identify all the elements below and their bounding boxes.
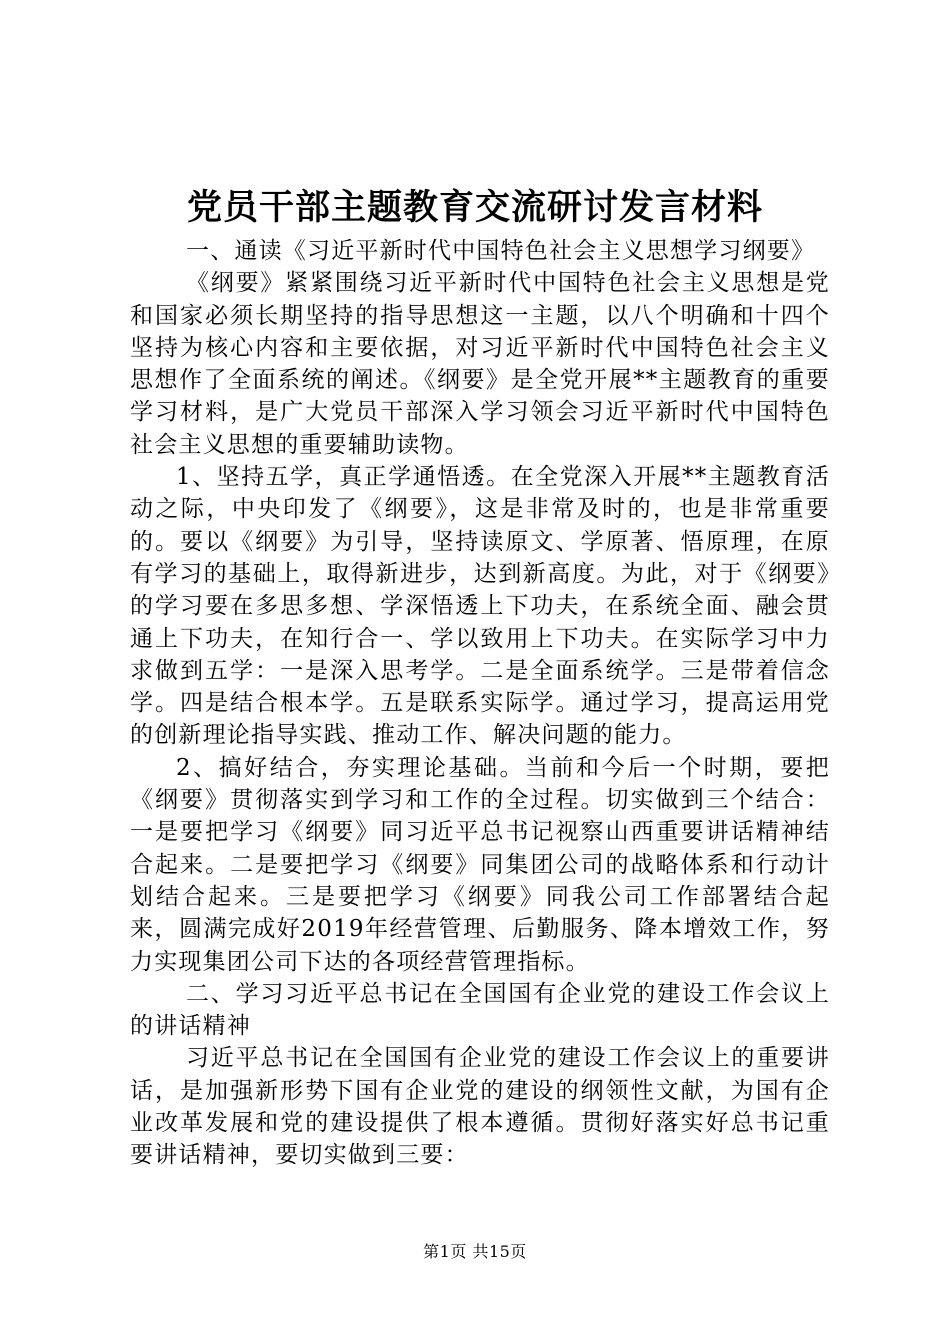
document-body — [130, 235, 830, 1172]
paragraph-speech: 习近平总书记在全国国有企业党的建设工作会议上的重要讲话，是加强新形势下国有企业党的建设的纲领性文献，为国有企业改革发展和党的建设提供了根本遵循。贯彻好落实好总书记重要讲话精神，要切实做到三要： — [130, 1045, 830, 1169]
section-heading-2: 二、学习习近平总书记在全国国有企业党的建设工作会议上的讲话精神 — [130, 980, 830, 1040]
page-number-footer: 第1页 共15页 — [423, 1242, 527, 1261]
paragraph-intro: 《纲要》紧紧围绕习近平新时代中国特色社会主义思想是党和国家必须长期坚持的指导思想这一主题，以八个明确和十四个坚持为核心内容和主要依据，对习近平新时代中国特色社会主义思想作了全面系统的阐述。《纲要》是全党开展**主题教育的重要学习材料，是广大党员干部深入学习领会习近平新时代中国特色社会主义思想的重要辅助读物。 — [130, 270, 830, 458]
document-title: 党员干部主题教育交流研讨发言材料 — [186, 187, 763, 228]
section-heading-1: 一、通读《习近平新时代中国特色社会主义思想学习纲要》 — [186, 238, 816, 264]
paragraph-point-1: 1、坚持五学，真正学通悟透。在全党深入开展**主题教育活动之际，中央印发了《纲要》，这是非常及时的，也是非常重要的。要以《纲要》为引导，坚持读原文、学原著、悟原理，在原有学习的基础上，取得新进步，达到新高度。为此，对于《纲要》的学习要在多思多想、学深悟透上下功夫，在系统全面、融会贯通上下功夫，在知行合一、学以致用上下功夫。在实际学习中力求做到五学：一是深入思考学。二是全面系统学。三是带着信念学。四是结合根本学。五是联系实际学。通过学习，提高运用党的创新理论指导实践、推动工作、解决问题的能力。 — [130, 464, 830, 749]
paragraph-point-2: 2、搞好结合，夯实理论基础。当前和今后一个时期，要把《纲要》贯彻落实到学习和工作的全过程。切实做到三个结合：一是要把学习《纲要》同习近平总书记视察山西重要讲话精神结合起来。二是要把学习《纲要》同集团公司的战略体系和行动计划结合起来。三是要把学习《纲要》同我公司工作部署结合起来，圆满完成好2019年经营管理、后勤服务、降本增效工作，努力实现集团公司下达的各项经营管理指标。 — [130, 754, 830, 975]
